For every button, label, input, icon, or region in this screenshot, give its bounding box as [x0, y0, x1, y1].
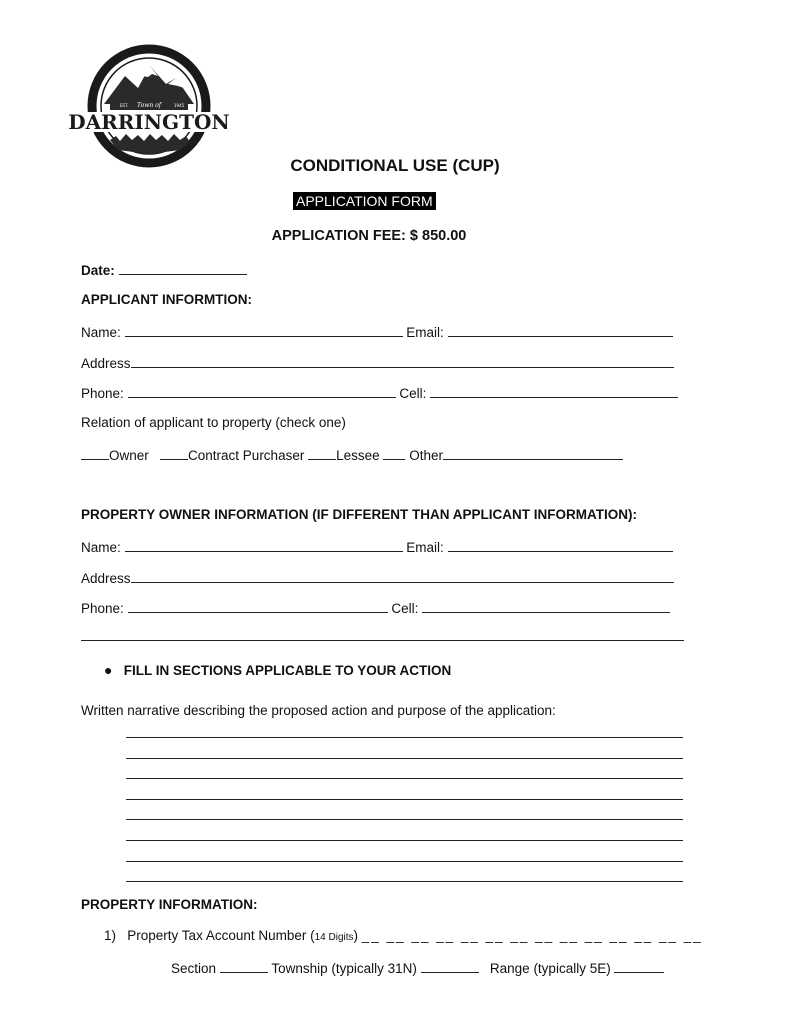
fill-sections-text: FILL IN SECTIONS APPLICABLE TO YOUR ACTION — [123, 663, 452, 678]
option-contract-purchaser: Contract Purchaser — [188, 448, 305, 463]
narrative-line[interactable] — [126, 778, 683, 779]
property-heading: PROPERTY INFORMATION: — [81, 897, 258, 912]
date-label: Date: — [81, 263, 115, 278]
lessee-checkbox[interactable] — [308, 446, 336, 460]
section-label: Section — [171, 961, 217, 976]
bullet-icon: ● — [104, 662, 113, 678]
date-row — [81, 261, 247, 278]
other-field[interactable] — [443, 446, 623, 460]
option-lessee: Lessee — [336, 448, 380, 463]
section-field[interactable] — [220, 959, 268, 973]
address-label: Address — [81, 571, 131, 586]
tax-account-field[interactable]: __ __ __ __ __ __ __ __ __ __ __ __ __ __ — [361, 928, 703, 943]
applicant-address-field[interactable] — [131, 354, 674, 368]
tax-account-label: Property Tax Account Number ( — [127, 928, 315, 943]
svg-text:1945: 1945 — [174, 103, 185, 108]
form-subtitle: APPLICATION FORM — [293, 192, 436, 210]
tax-account-row: 1) Property Tax Account Number (14 Digits) __ __ __ __ __ __ __ __ __ __ __ __ __ __ — [104, 928, 703, 943]
applicant-phone-row — [81, 384, 678, 401]
option-other: Other — [409, 448, 443, 463]
cell-label: Cell: — [391, 601, 419, 616]
application-fee: APPLICATION FEE: $ 850.00 — [271, 228, 467, 244]
svg-text:DARRINGTON: DARRINGTON — [68, 110, 230, 134]
narrative-line[interactable] — [126, 737, 683, 738]
owner-address-field[interactable] — [131, 569, 674, 583]
cell-label: Cell: — [399, 386, 427, 401]
owner-checkbox[interactable] — [81, 446, 109, 460]
narrative-label: Written narrative describing the proposed action and purpose of the application: — [81, 703, 556, 718]
darrington-seal-icon — [68, 44, 230, 172]
item-number: 1) — [104, 928, 117, 943]
township-label: Township (typically 31N) — [271, 961, 417, 976]
fill-sections-bullet — [104, 662, 451, 678]
applicant-name-field[interactable] — [125, 323, 403, 337]
svg-text:EST.: EST. — [120, 103, 129, 108]
township-field[interactable] — [421, 959, 479, 973]
applicant-name-row — [81, 323, 673, 340]
section-divider — [81, 640, 684, 641]
name-label: Name: — [81, 325, 121, 340]
email-label: Email: — [406, 325, 444, 340]
narrative-line[interactable] — [126, 861, 683, 862]
narrative-line[interactable] — [126, 758, 683, 759]
applicant-phone-field[interactable] — [128, 384, 396, 398]
relation-label: Relation of applicant to property (check one) — [81, 415, 346, 430]
owner-phone-field[interactable] — [128, 599, 388, 613]
narrative-line[interactable] — [126, 819, 683, 820]
tax-account-digits-note: 14 Digits — [314, 932, 354, 943]
owner-address-row — [81, 569, 674, 586]
owner-name-row — [81, 538, 673, 555]
narrative-line[interactable] — [126, 881, 683, 882]
range-label: Range (typically 5E) — [489, 961, 611, 976]
range-field[interactable] — [614, 959, 664, 973]
relation-options — [81, 446, 623, 463]
address-label: Address — [81, 356, 131, 371]
owner-cell-field[interactable] — [422, 599, 670, 613]
date-field[interactable] — [119, 261, 247, 275]
narrative-line[interactable] — [126, 799, 683, 800]
contract-purchaser-checkbox[interactable] — [160, 446, 188, 460]
other-checkbox[interactable] — [383, 446, 405, 460]
owner-email-field[interactable] — [448, 538, 673, 552]
applicant-cell-field[interactable] — [430, 384, 678, 398]
town-logo — [68, 44, 230, 172]
applicant-address-row — [81, 354, 674, 371]
phone-label: Phone: — [81, 601, 124, 616]
owner-phone-row — [81, 599, 670, 616]
applicant-heading: APPLICANT INFORMTION: — [81, 292, 252, 307]
email-label: Email: — [406, 540, 444, 555]
page-title: CONDITIONAL USE (CUP) — [290, 156, 500, 175]
phone-label: Phone: — [81, 386, 124, 401]
name-label: Name: — [81, 540, 121, 555]
applicant-email-field[interactable] — [448, 323, 673, 337]
option-owner: Owner — [109, 448, 149, 463]
svg-text:Town of: Town of — [137, 102, 161, 109]
owner-heading: PROPERTY OWNER INFORMATION (IF DIFFERENT THAN APPLICANT INFORMATION): — [81, 507, 637, 522]
section-township-range-row — [171, 959, 664, 976]
owner-name-field[interactable] — [125, 538, 403, 552]
narrative-line[interactable] — [126, 840, 683, 841]
